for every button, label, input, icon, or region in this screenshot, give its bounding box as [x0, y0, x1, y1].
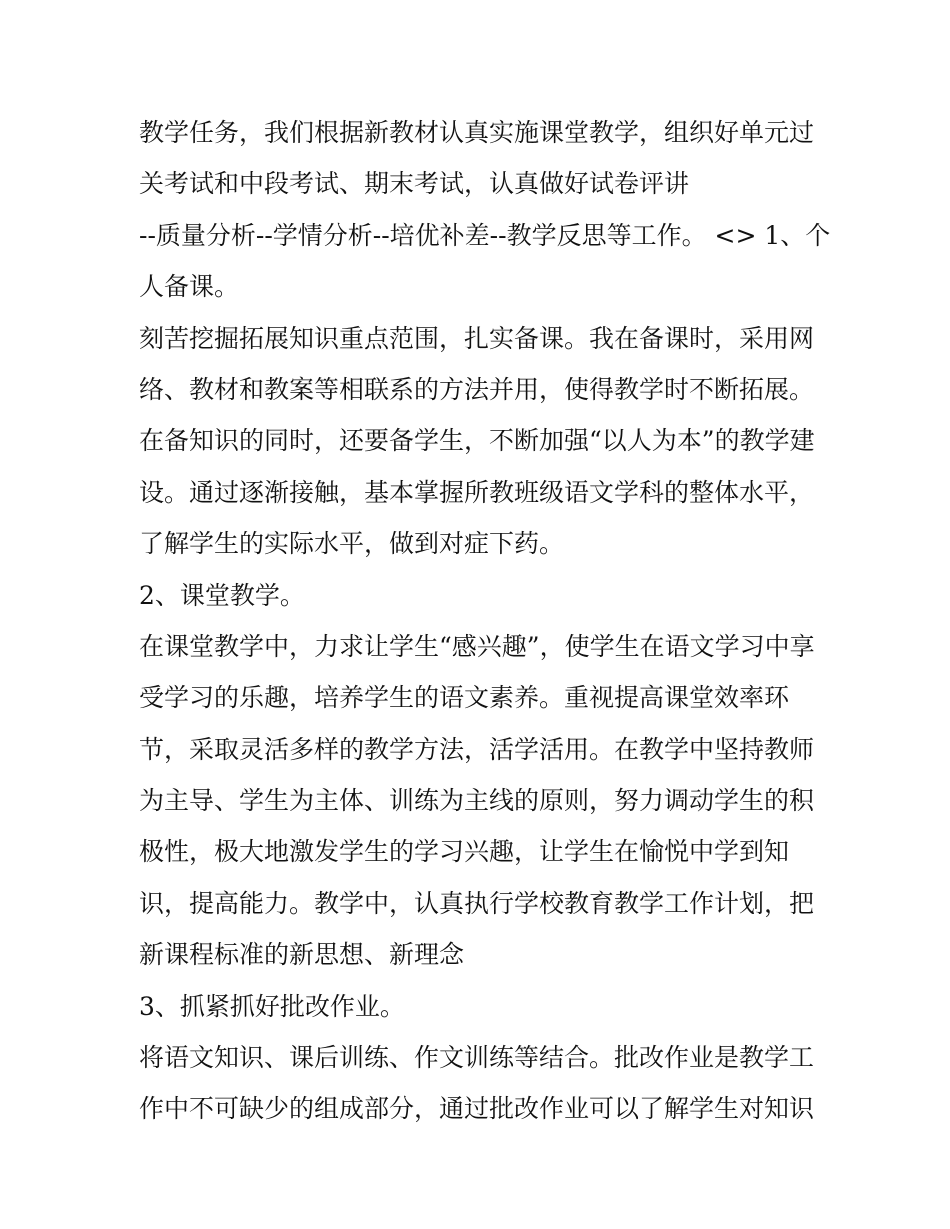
text-line: 人备课。 — [139, 272, 240, 302]
text-line: 极性，极大地激发学生的学习兴趣，让学生在愉悦中学到知 — [139, 837, 790, 867]
text-line: 受学习的乐趣，培养学生的语文素养。重视提高课堂效率环 — [139, 683, 790, 713]
text-line: 识，提高能力。教学中，认真执行学校教育教学工作计划，把 — [139, 888, 815, 918]
text-line: 为主导、学生为主体、训练为主线的原则，努力调动学生的积 — [139, 786, 815, 816]
text-line: 新课程标准的新思想、新理念 — [139, 940, 465, 970]
text-line: --质量分析--学情分析--培优补差--教学反思等工作。 <> 1、个 — [139, 220, 831, 250]
text-line: 将语文知识、课后训练、作文训练等结合。批改作业是教学工 — [139, 1043, 815, 1073]
text-line: 设。通过逐渐接触，基本掌握所教班级语文学科的整体水平， — [139, 477, 815, 507]
text-line: 了解学生的实际水平，做到对症下药。 — [139, 529, 565, 559]
text-line: 络、教材和教案等相联系的方法并用，使得教学时不断拓展。 — [139, 374, 815, 404]
section-heading: 3、抓紧抓好批改作业。 — [139, 991, 405, 1021]
body-text — [139, 107, 831, 1135]
section-heading: 2、课堂教学。 — [139, 580, 305, 610]
text-line: 教学任务，我们根据新教材认真实施课堂教学，组织好单元过 — [139, 118, 815, 147]
text-line: 在备知识的同时，还要备学生，不断加强“以人为本”的教学建 — [139, 426, 815, 456]
text-line: 关考试和中段考试、期末考试，认真做好试卷评讲 — [139, 169, 690, 199]
text-line: 刻苦挖掘拓展知识重点范围，扎实备课。我在备课时，采用网 — [139, 323, 815, 353]
text-line: 作中不可缺少的组成部分，通过批改作业可以了解学生对知识 — [139, 1094, 815, 1124]
text-line: 节，采取灵活多样的教学方法，活学活用。在教学中坚持教师 — [139, 734, 815, 764]
text-line: 在课堂教学中，力求让学生“感兴趣”，使学生在语文学习中享 — [139, 631, 815, 661]
